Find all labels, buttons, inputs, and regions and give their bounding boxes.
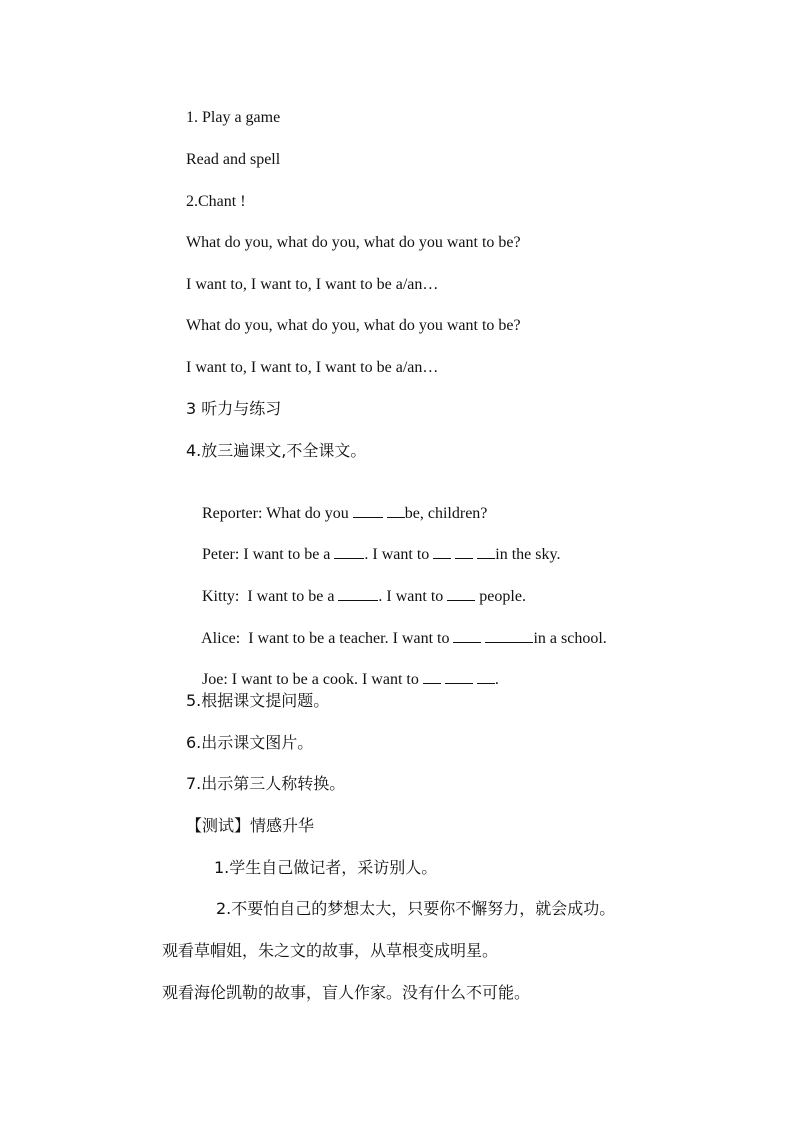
fill-blank <box>353 503 383 518</box>
fill-blank <box>433 544 451 559</box>
alice-text-a: Alice: I want to be a teacher. I want to <box>201 630 454 647</box>
item-chant: 2.Chant ! <box>186 193 246 210</box>
peter-text-a: Peter: I want to be a <box>202 546 335 563</box>
alice-text-b: in a school. <box>533 630 607 647</box>
kitty-text-b: . I want to <box>378 588 448 605</box>
test-item-2: 2.不要怕自己的梦想太大，只要你不懈努力，就会成功。 <box>216 899 616 918</box>
peter-text-b: . I want to <box>364 546 434 563</box>
kitty-text-c: people. <box>475 588 526 605</box>
fill-blank <box>445 669 473 684</box>
fill-blank <box>423 669 441 684</box>
item-ask-questions: 5.根据课文提问题。 <box>186 691 330 710</box>
item-read-and-spell: Read and spell <box>186 151 281 168</box>
item-show-pictures: 6.出示课文图片。 <box>186 733 314 752</box>
item-play-text-three-times: 4.放三遍课文,不全课文。 <box>186 441 367 460</box>
chant-line-2: I want to, I want to, I want to be a/an… <box>186 276 439 293</box>
fill-blank <box>387 503 405 518</box>
reporter-text-a: Reporter: What do you <box>202 505 353 522</box>
paragraph-helen-keller: 观看海伦凯勒的故事，盲人作家。没有什么不可能。 <box>162 983 531 1002</box>
chant-line-3: What do you, what do you, what do you want to be? <box>186 317 521 334</box>
fill-blank <box>334 544 364 559</box>
peter-text-c: in the sky. <box>495 546 561 563</box>
item-play-a-game: 1. Play a game <box>186 109 281 126</box>
paragraph-grass-roots: 观看草帽姐，朱之文的故事，从草根变成明星。 <box>162 941 499 960</box>
item-third-person: 7.出示第三人称转换。 <box>186 774 346 793</box>
joe-text-a: Joe: I want to be a cook. I want to <box>202 671 423 688</box>
item-listening-practice: 3 听力与练习 <box>186 399 282 418</box>
joe-text-b: . <box>494 671 499 688</box>
fill-blank <box>477 669 495 684</box>
section-heading-test: 【测试】情感升华 <box>186 816 315 835</box>
chant-line-4: I want to, I want to, I want to be a/an… <box>186 359 439 376</box>
fill-blank <box>455 544 473 559</box>
fill-blank <box>453 628 481 643</box>
kitty-text-a: Kitty: I want to be a <box>202 588 339 605</box>
fill-blank <box>485 628 533 643</box>
fill-blank <box>447 586 475 601</box>
chant-line-1: What do you, what do you, what do you want to be? <box>186 234 521 251</box>
fill-blank <box>338 586 378 601</box>
fill-blank <box>477 544 495 559</box>
reporter-text-b: be, children? <box>404 505 488 522</box>
test-item-1: 1.学生自己做记者，采访别人。 <box>214 858 438 877</box>
